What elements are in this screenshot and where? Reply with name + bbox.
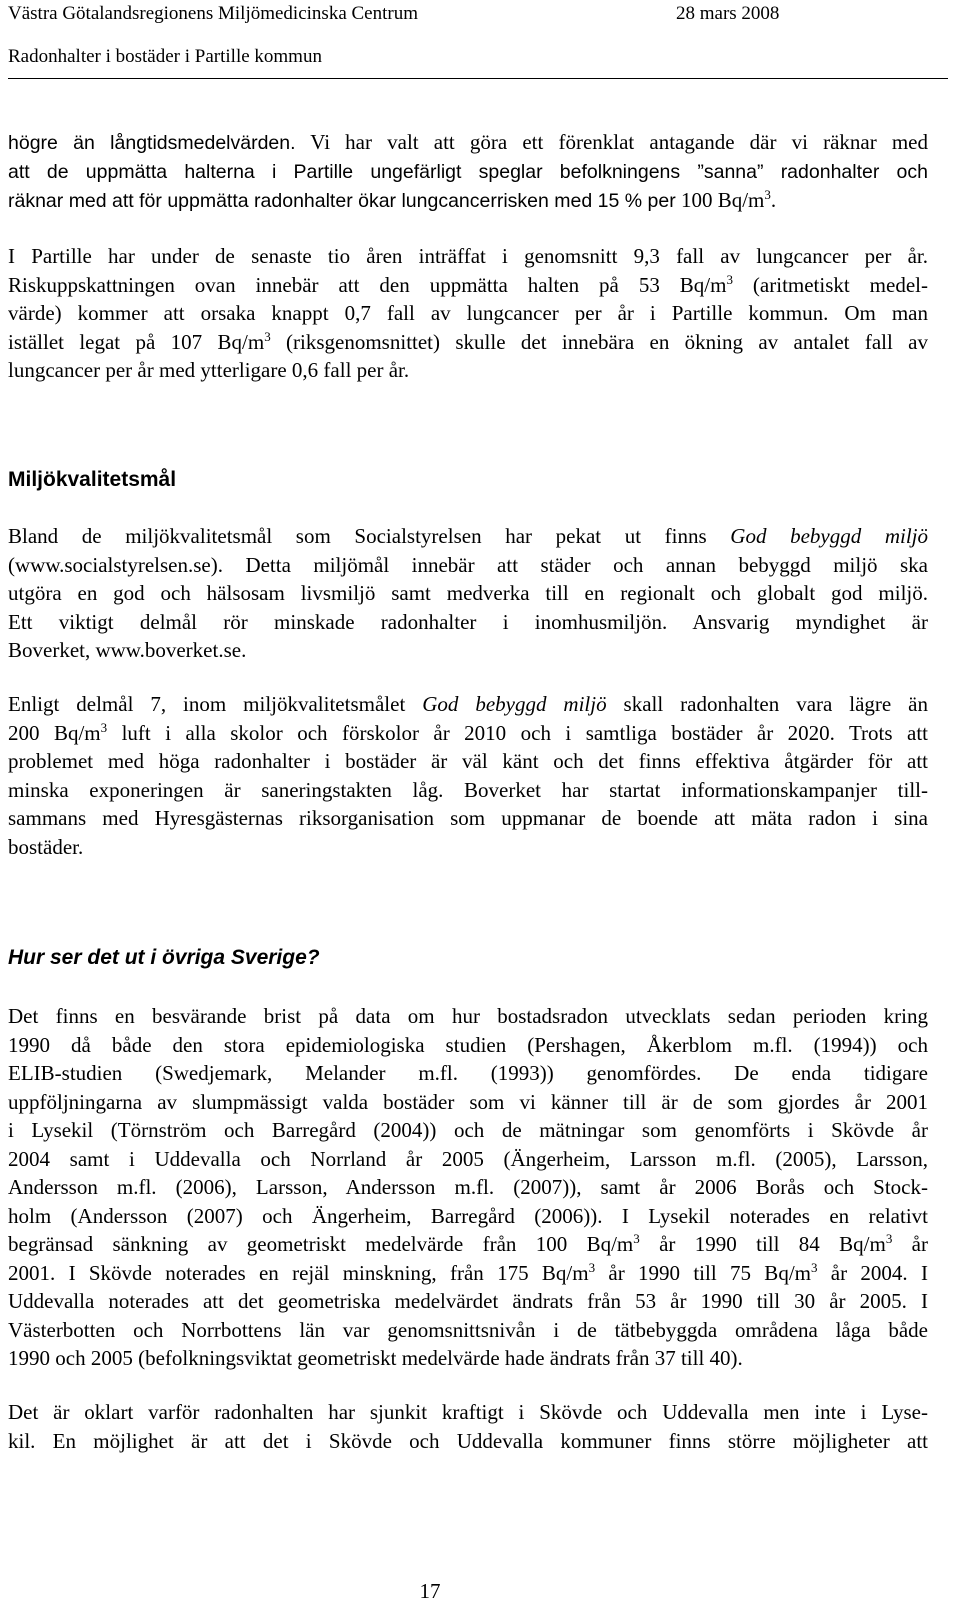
text-line: sammans med Hyresgästernas riksorganisation som uppmanar de boende att mäta radon i sina (8, 806, 928, 830)
paragraph-risk-assumption (8, 128, 928, 216)
heading-ovriga-sverige: Hur ser det ut i övriga Sverige? (8, 946, 320, 969)
superscript: 3 (764, 187, 771, 202)
superscript: 3 (100, 719, 108, 735)
text-segment: år (892, 1232, 928, 1256)
text-segment: luft i alla skolor och förskolor år 2010 och i samtliga bostäder år 2020. Trots att (107, 720, 929, 745)
text-line: ELIB-studien (Swedjemark, Melander m.fl. (1993)) genomfördes. De enda tidigare (8, 1061, 928, 1085)
text-segment: skall radonhalten vara lägre än (606, 692, 928, 716)
superscript: 3 (588, 1259, 596, 1275)
text-line: problemet med höga radonhalter i bostäder är väl känt och det finns effektiva åtgärder för att (8, 749, 928, 773)
text-line: 1990 och 2005 (befolkningsviktat geometriskt medelvärde hade ändrats från 37 till 40). (8, 1346, 743, 1370)
text-segment: räknar med att för uppmätta radonhalter ökar lungcancerrisken med 15 % per (8, 190, 676, 212)
paragraph-lung-cancer-cases (8, 242, 928, 385)
text-line: Västerbotten och Norrbottens län var genomsnittsnivån i de tätbebyggda områdena låga både (8, 1317, 928, 1342)
text-line: 2004 samt i Uddevalla och Norrland år 2005 (Ängerheim, Larsson m.fl. (2005), Larsson, (8, 1146, 928, 1171)
heading-miljokvalitetsmal: Miljökvalitetsmål (8, 468, 177, 491)
paragraph-environmental-goals (8, 522, 928, 665)
text-line: Det finns en besvärande brist på data om hur bostadsradon utvecklats sedan perioden kring (8, 1004, 928, 1028)
text-segment: begränsad sänkning av geometriskt medelvärde från 100 Bq/m (8, 1232, 634, 1256)
header-document-title: Radonhalter i bostäder i Partille kommun (8, 46, 322, 67)
emphasis-text: God bebyggd miljö (422, 692, 607, 716)
text-line: Ett viktigt delmål rör minskade radonhalter i inomhusmiljön. Ansvarig myndighet är (8, 609, 928, 634)
superscript: 3 (726, 271, 733, 287)
text-segment: . (770, 188, 777, 212)
text-line: att de uppmätta halterna i Partille ungefärligt speglar befolkningens ”sanna” radonhalter och (8, 160, 928, 183)
text-line: Uddevalla noterades att det geometriska medelvärdet ändrats från 53 år 1990 till 30 år 2005. I (8, 1289, 928, 1313)
text-segment: år 2004. I (817, 1260, 928, 1285)
text-segment: 200 Bq/m (8, 720, 101, 745)
paragraph-subgoal-7 (8, 690, 928, 861)
page-number: 17 (419, 1579, 441, 1603)
text-line: I Partille har under de senaste tio åren inträffat i genomsnitt 9,3 fall av lungcancer per år. (8, 244, 928, 268)
text-line: holm (Andersson (2007) och Ängerheim, Barregård (2006)). I Lysekil noterades en relativt (8, 1203, 928, 1228)
text-segment: år 1990 till 75 Bq/m (595, 1260, 811, 1285)
text-segment: högre än långtidsmedelvärden. (8, 132, 296, 154)
text-segment: Vi har valt att göra ett förenklat antagande där vi räknar med (295, 130, 928, 154)
text-line: värde) kommer att orsaka knappt 0,7 fall av lungcancer per år i Partille kommun. Om man (8, 301, 928, 325)
paragraph-sweden-data (8, 1002, 928, 1373)
text-line: i Lysekil (Törnström och Barregård (2004)) och de mätningar som genomförts i Skövde år (8, 1118, 928, 1142)
superscript: 3 (885, 1231, 893, 1246)
superscript: 3 (810, 1259, 818, 1275)
text-line: bostäder. (8, 834, 84, 859)
text-line: minska exponeringen är saneringstakten låg. Boverket har startat informationskampanjer till- (8, 777, 928, 802)
emphasis-text: God bebyggd miljö (730, 524, 928, 548)
text-line: Det är oklart varför radonhalten har sjunkit kraftigt i Skövde och Uddevalla men inte i Lyse- (8, 1400, 928, 1424)
text-segment: år 1990 till 84 Bq/m (639, 1232, 886, 1256)
text-segment: (riksgenomsnittet) skulle det innebära en ökning av antalet fall av (270, 329, 928, 354)
text-line: 1990 då både den stora epidemiologiska studien (Pershagen, Åkerblom m.fl. (1994)) och (8, 1032, 928, 1057)
text-line: utgöra en god och hälsosam livsmiljö samt medverka till en regionalt och globalt god miljö. (8, 581, 928, 605)
text-segment: istället legat på 107 Bq/m (8, 329, 265, 354)
text-line: lungcancer per år med ytterligare 0,6 fall per år. (8, 358, 410, 382)
superscript: 3 (264, 328, 271, 344)
text-segment: 2001. I Skövde noterades en rejäl minskning, från 175 Bq/m (8, 1260, 589, 1285)
superscript: 3 (633, 1231, 640, 1246)
text-segment: (aritmetiskt medel- (732, 272, 928, 297)
text-segment: Enligt delmål 7, inom miljökvalitetsmålet (8, 692, 423, 716)
text-line: uppföljningarna av slumpmässigt valda bostäder som vi känner till är de som gjordes år 2001 (8, 1089, 928, 1114)
paragraph-unclear-reason (8, 1398, 928, 1455)
text-segment: 100 Bq/m (675, 188, 765, 212)
text-segment: Bland de miljökvalitetsmål som Socialstyrelsen har pekat ut finns (8, 524, 731, 548)
text-line: (www.socialstyrelsen.se). Detta miljömål innebär att städer och annan bebyggd miljö ska (8, 552, 928, 577)
text-line: kil. En möjlighet är att det i Skövde och Uddevalla kommuner finns större möjligheter att (8, 1428, 928, 1453)
text-line: Boverket, www.boverket.se. (8, 638, 247, 662)
text-line: Andersson m.fl. (2006), Larsson, Andersson m.fl. (2007)), samt år 2006 Borås och Stock- (8, 1175, 928, 1199)
header-organization: Västra Götalandsregionens Miljömedicinska Centrum (8, 3, 418, 24)
header-date: 28 mars 2008 (676, 3, 780, 24)
page-header (8, 0, 948, 79)
text-segment: Riskuppskattningen ovan innebär att den uppmätta halten på 53 Bq/m (8, 272, 727, 297)
